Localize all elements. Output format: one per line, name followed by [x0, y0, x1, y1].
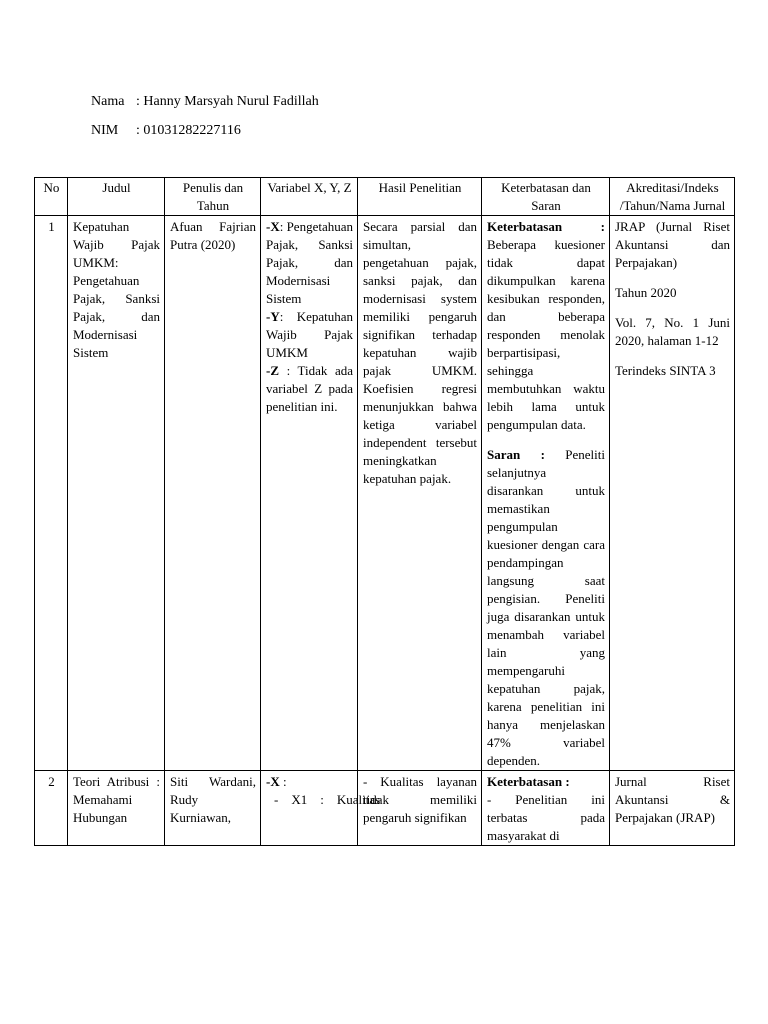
- cell-keterbatasan: [482, 771, 610, 846]
- var-z-text: : Tidak ada variabel Z pada penelitian ini.: [266, 363, 353, 414]
- header-no: No: [35, 178, 68, 216]
- keterbatasan-label: Keterbatasan :: [487, 219, 605, 234]
- keterbatasan-label: Keterbatasan :: [487, 774, 570, 789]
- akreditasi-index: Terindeks SINTA 3: [615, 363, 716, 378]
- student-nim-line: [91, 122, 241, 140]
- table-row: [35, 771, 735, 846]
- var-x1-text: - X1 : Kualitas: [274, 792, 381, 807]
- header-hasil: Hasil Penelitian: [358, 178, 482, 216]
- var-x-text: :: [279, 774, 287, 789]
- cell-judul: Teori Atribusi : Memahami Hubungan: [68, 771, 165, 846]
- header-akreditasi: Akreditasi/Indeks /Tahun/Nama Jurnal: [610, 178, 735, 216]
- cell-variabel: [261, 771, 381, 846]
- cell-penulis: Siti Wardani, Rudy Kurniawan,: [165, 771, 261, 846]
- var-y-text: : Kepatuhan Wajib Pajak UMKM: [266, 309, 353, 360]
- cell-no: 1: [35, 216, 68, 771]
- nim-label: NIM: [91, 123, 119, 138]
- header-keterbatasan: Keterbatasan dan Saran: [482, 178, 610, 216]
- cell-judul: Kepatuhan Wajib Pajak UMKM: Pengetahuan Pajak, Sanksi Pajak, dan Modernisasi Sistem: [68, 216, 165, 771]
- literature-review-table: [34, 177, 735, 846]
- var-x-label: -X: [266, 219, 280, 234]
- akreditasi-volume: Vol. 7, No. 1 Juni 2020, halaman 1-12: [615, 315, 730, 348]
- cell-akreditasi: [610, 216, 735, 771]
- header-judul: Judul: [68, 178, 165, 216]
- table-header-row: [35, 178, 735, 216]
- saran-text: Peneliti selanjutnya disarankan untuk memastikan pengumpulan kuesioner dengan cara pendampingan langsung saat pengisian. Peneliti juga disarankan untuk menambah variabel lain yang mempengaruhi kepatuhan pajak, karena penelitian ini hanya menjelaskan 47% variabel dependen.: [487, 447, 605, 768]
- keterbatasan-text: - Penelitian ini terbatas pada masyarakat di: [487, 792, 605, 843]
- header-variabel: Variabel X, Y, Z: [261, 178, 358, 216]
- cell-penulis: Afuan Fajrian Putra (2020): [165, 216, 261, 771]
- cell-no: 2: [35, 771, 68, 846]
- saran-label: Saran :: [487, 447, 545, 462]
- nim-value: : 01031282227116: [136, 123, 241, 138]
- var-x-label: -X: [266, 774, 280, 789]
- cell-variabel: [261, 216, 358, 771]
- akreditasi-year: Tahun 2020: [615, 285, 677, 300]
- header-penulis: Penulis dan Tahun: [165, 178, 261, 216]
- akreditasi-journal: JRAP (Jurnal Riset Akuntansi dan Perpajakan): [615, 219, 730, 270]
- cell-hasil: Secara parsial dan simultan, pengetahuan pajak, sanksi pajak, dan modernisasi system memiliki pengaruh signifikan terhadap kepatuhan wajib pajak UMKM. Koefisien regresi menunjukkan bahwa ketiga variabel independent tersebut meningkatkan kepatuhan pajak.: [358, 216, 482, 771]
- name-value: : Hanny Marsyah Nurul Fadillah: [136, 94, 319, 109]
- var-x-text: : Pengetahuan Pajak, Sanksi Pajak, dan Modernisasi Sistem: [266, 219, 354, 306]
- cell-hasil: - Kualitas layanan tidak memiliki pengaruh signifikan: [358, 771, 482, 846]
- student-name-line: [91, 93, 319, 111]
- keterbatasan-text: Beberapa kuesioner tidak dapat dikumpulkan karena kesibukan responden, dan beberapa responden menolak berpartisipasi, sehingga membutuhkan waktu lebih lama untuk pengumpulan data.: [487, 237, 605, 432]
- cell-akreditasi: Jurnal Riset Akuntansi & Perpajakan (JRAP): [610, 771, 735, 846]
- var-y-label: -Y: [266, 309, 280, 324]
- var-z-label: -Z: [266, 363, 279, 378]
- name-label: Nama: [91, 94, 125, 109]
- table-row: [35, 216, 735, 771]
- cell-keterbatasan: [482, 216, 610, 771]
